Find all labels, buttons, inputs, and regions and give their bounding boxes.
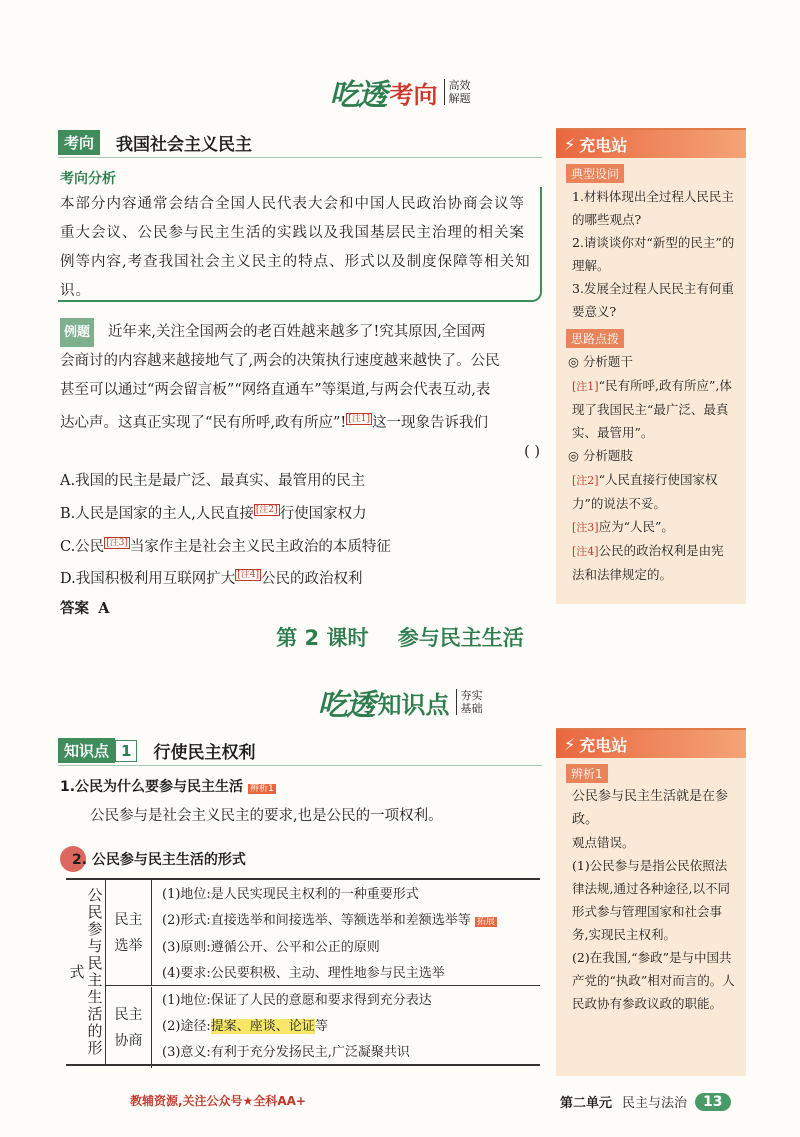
row2-item2a: (2)途径: (162, 1019, 211, 1034)
forms-table (66, 878, 540, 1066)
panel1-q1: 1.材料体现出全过程人民民主的哪些观点? (572, 189, 734, 227)
row1-item1: (1)地位:是人民实现民主权利的一种重要形式 (162, 887, 419, 902)
answer-bracket: ( ) (524, 443, 540, 460)
note1-marker: [注1] (348, 414, 371, 424)
section1-tag: 考向 (58, 130, 100, 155)
row2-item3: (3)意义:有利于充分发扬民主,广泛凝聚共识 (162, 1045, 410, 1060)
lightning-icon: ⚡ (564, 134, 576, 154)
mid-banner (0, 680, 800, 724)
panel2-l1: 观点错误。 (572, 835, 635, 850)
panel1-head-text: 充电站 (579, 135, 628, 155)
section2-h2-text: 2. 公民参与民主生活的形式 (72, 852, 246, 868)
section2-h1 (60, 776, 276, 796)
row1-label (106, 880, 152, 985)
section2-title: 行使民主权利 (153, 743, 256, 763)
banner-side-top: 高效 (448, 79, 471, 92)
option-b (60, 496, 544, 529)
panel1-t4: 公民的政治权利是由宪法和法律规定的。 (572, 543, 724, 582)
mid-banner-side-top: 夯实 (460, 689, 483, 702)
footer-unit (560, 1092, 731, 1111)
row1-item2-wrap (162, 908, 497, 935)
panel2-l2: (1)公民参与是指公民依照法律法规,通过各种途径,以不同形式参与管理国家和社会事务,实现民主权利。 (572, 858, 730, 942)
row1-item3: (3)原则:遵循公开、公平和公正的原则 (162, 940, 380, 955)
option-b-text2: 行使国家权力 (279, 505, 367, 522)
panel1-t2: “人民直接行使国家权力”的说法不妥。 (572, 472, 718, 511)
section1-heading (58, 130, 252, 155)
panel2-statement: 公民参与民主生活就是在参政。 (572, 789, 729, 827)
lesson-title: 第 2 课时 参与民主生活 (276, 626, 524, 650)
option-a: A.我国的民主是最广泛、最真实、最管用的民主 (60, 472, 366, 489)
panel1-note2: [注2] (572, 474, 599, 487)
example-block (60, 318, 544, 624)
table-left-col: 公民参与民主生活的形式 (66, 880, 106, 1064)
panel1-note3: [注3] (572, 521, 599, 534)
row1-label-text: 民主选举 (114, 911, 143, 954)
panel1-sub1: ◎ 分析题干 (568, 354, 633, 369)
side-panel-1 (556, 128, 746, 604)
panel2-head-text: 充电站 (579, 735, 628, 755)
section2-tag-num: 1 (115, 740, 137, 762)
panel1-pill-hints: 思路点拨 (566, 329, 624, 348)
example-line1: 近年来,关注全国两会的老百姓越来越多了!究其原因,全国两 (107, 324, 486, 340)
option-c (60, 529, 544, 562)
row2-item2 (162, 1014, 432, 1040)
row1-item2: (2)形式:直接选举和间接选举、等额选举和差额选举等 (162, 913, 471, 928)
panel1-sub2: ◎ 分析题肢 (568, 448, 633, 463)
option-c-text2: 当家作主是社会主义民主政治的本质特征 (129, 538, 391, 555)
mid-banner-side (456, 689, 483, 715)
section2-h1-text: 1.公民为什么要参与民主生活 (60, 779, 244, 795)
section1-title: 我国社会主义民主 (116, 135, 253, 155)
panel2-l3: (2)在我国,“参政”是与中国共产党的“执政”相对而言的。人民政协有参政议政的职能。 (572, 950, 735, 1011)
answer-label: 答案 (60, 601, 89, 618)
row2-label (106, 987, 152, 1068)
h1-badge: 辨析1 (249, 784, 274, 794)
lightning-icon: ⚡ (564, 734, 576, 754)
panel1-note4: [注4] (572, 545, 599, 558)
row2-label-text: 民主协商 (114, 1006, 143, 1049)
banner-side-bottom: 解题 (448, 92, 471, 105)
section2-h2 (60, 846, 246, 872)
example-tag: 例题 (60, 318, 94, 347)
note4-marker: [注4] (237, 570, 259, 581)
answer-value: A (98, 600, 110, 618)
analysis-label: 考向分析 (60, 171, 116, 187)
panel1-q2: 2.请谈谈你对“新型的民主”的理解。 (572, 235, 735, 273)
option-b-text1: B.人民是国家的主人,人民直接 (60, 505, 254, 522)
panel2-header (556, 730, 746, 758)
example-line2: 会商讨的内容越来越接地气了,两会的决策执行速度越来越快了。公民 (60, 353, 500, 369)
panel1-note1: [注1] (572, 380, 599, 393)
row2-item2c: 等 (314, 1019, 328, 1034)
section2-heading (58, 738, 255, 763)
panel1-t1: “民有所呼,政有所应”,体现了我国民主“最广泛、最真实、最管用”。 (572, 378, 732, 440)
banner-main: 考向 (389, 80, 438, 109)
analysis-text: 本部分内容通常会结合全国人民代表大会和中国人民政治协商会议等重大会议、公民参与民主生活的实践以及我国基层民主治理的相关案例等内容,考查我国社会主义民主的特点、形式以及制度保障等相关知识。 (60, 196, 531, 299)
row2-list (162, 988, 432, 1066)
option-d (60, 561, 544, 594)
section2-divider (58, 765, 542, 766)
side-panel-2 (556, 728, 746, 1076)
banner-script: 吃透 (329, 78, 386, 113)
mid-banner-main: 知识点 (377, 690, 450, 719)
option-c-text1: C.公民 (60, 538, 105, 555)
panel1-t3: 应为“人民”。 (598, 519, 674, 534)
panel1-header (556, 130, 746, 158)
option-d-text1: D.我国积极利用互联网扩大 (60, 571, 236, 588)
example-line4b: 这一现象告诉我们 (372, 414, 489, 431)
option-d-text2: 公民的政治权利 (260, 571, 363, 588)
banner-side (444, 79, 471, 105)
footer-unit-label: 第二单元 (560, 1096, 613, 1111)
panel1-pill-typical: 典型设问 (566, 164, 624, 183)
row1-badge: 拓展 (476, 917, 495, 927)
row1-list (162, 882, 497, 987)
mid-banner-side-bottom: 基础 (460, 702, 483, 715)
footer-unit-title: 民主与法治 (622, 1096, 688, 1111)
top-banner (0, 70, 800, 114)
table-row-consultation (106, 987, 540, 1068)
row2-item2b-highlight: 提案、座谈、论证 (210, 1019, 315, 1034)
note2-marker: [注2] (255, 504, 278, 515)
footer-promo: 教辅资源,关注公众号★全科AA+ (130, 1094, 306, 1108)
example-line3: 甚至可以通过“两会留言板”“网络直通车”等渠道,与两会代表互动,表 (60, 382, 491, 398)
panel2-pill: 辨析1 (566, 764, 608, 783)
section2-p1: 公民参与是社会主义民主的要求,也是公民的一项权利。 (90, 808, 443, 824)
example-line4a: 达心声。这真正实现了“民有所呼,政有所应”! (60, 414, 347, 431)
note3-marker: [注3] (106, 537, 128, 548)
panel1-q3: 3.发展全过程人民民主有何重要意义? (572, 281, 734, 319)
row2-item1: (1)地位:保证了人民的意愿和要求得到充分表达 (162, 993, 432, 1008)
mid-banner-script: 吃透 (317, 688, 374, 723)
section1-divider (58, 157, 542, 158)
page-number: 13 (695, 1093, 730, 1111)
row1-item4: (4)要求:公民要积极、主动、理性地参与民主选举 (162, 966, 445, 981)
section2-tag: 知识点 (58, 738, 115, 763)
table-row-election (106, 880, 540, 986)
